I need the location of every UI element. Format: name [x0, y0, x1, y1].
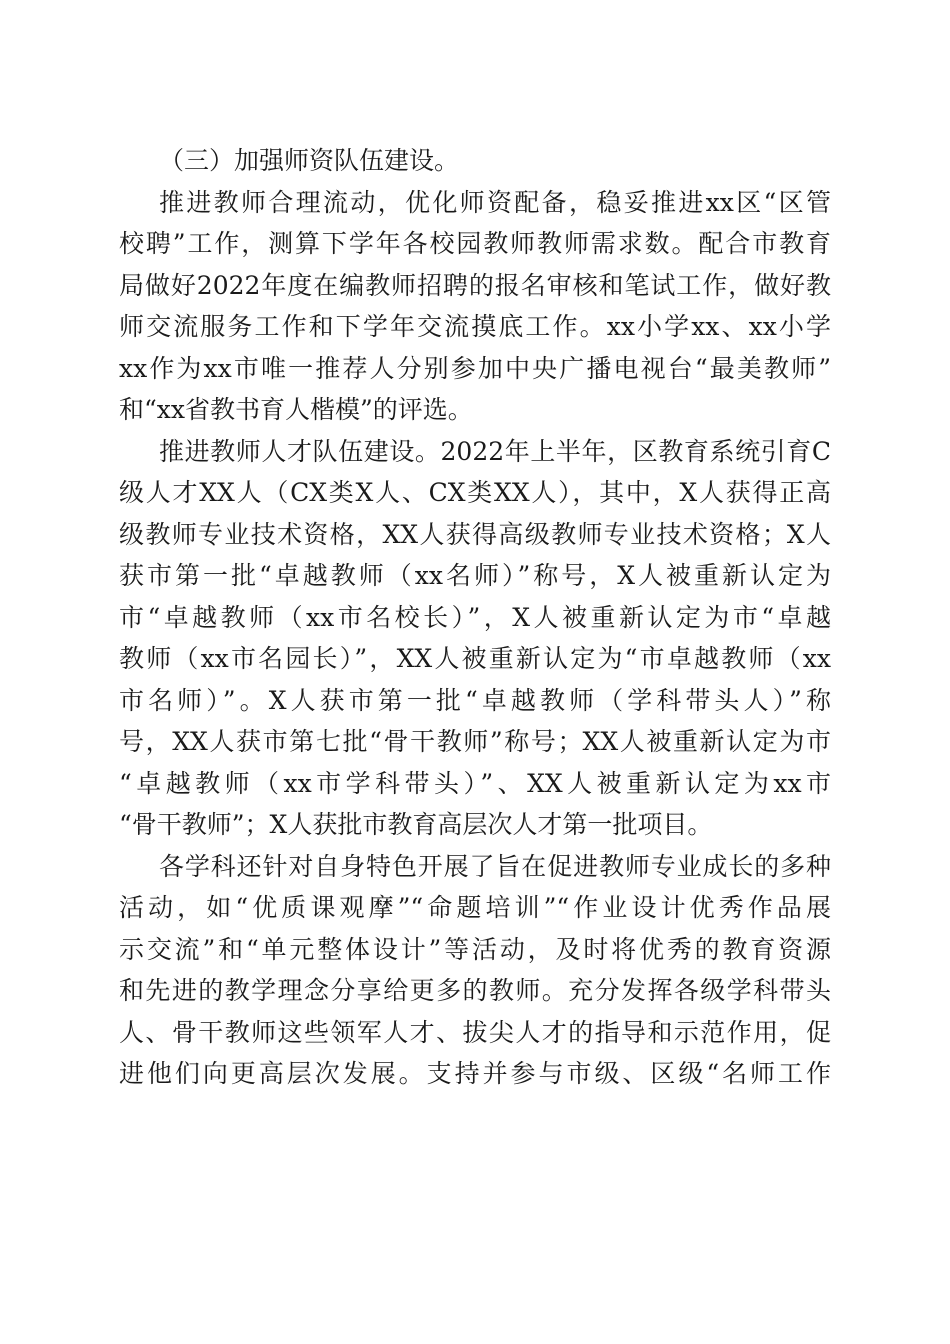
paragraph-2-line-1: 推进教师人才队伍建设。2022年上半年，区教育系统引育C [159, 436, 831, 466]
paragraph-3-line-4: 和先进的教学理念分享给更多的教师。充分发挥各级学科带头 [119, 976, 831, 1005]
paragraph-2-line-7: 市名师）”。X人获市第一批“卓越教师（学科带头人）”称 [119, 685, 831, 715]
paragraph-2-line-10: “骨干教师”；X人获批市教育高层次人才第一批项目。 [119, 810, 713, 839]
paragraph-1-line-2: 校聘”工作，测算下学年各校园教师教师需求数。配合市教育 [119, 229, 831, 258]
paragraph-1-line-3: 局做好2022年度在编教师招聘的报名审核和笔试工作，做好教 [119, 270, 831, 300]
paragraph-3-line-1: 各学科还针对自身特色开展了旨在促进教师专业成长的多种 [159, 851, 831, 881]
section-heading: （三）加强师资队伍建设。 [159, 146, 460, 175]
paragraph-2-line-9: “卓越教师（xx市学科带头）”、XX人被重新认定为xx市 [119, 768, 831, 798]
paragraph-1-line-5: xx作为xx市唯一推荐人分别参加中央广播电视台“最美教师” [119, 353, 831, 383]
paragraph-3-line-3: 示交流”和“单元整体设计”等活动，及时将优秀的教育资源 [119, 934, 831, 964]
paragraph-1-line-6: 和“xx省教书育人楷模”的评选。 [119, 395, 473, 424]
body-text [119, 140, 831, 1095]
paragraph-2-line-3: 级教师专业技术资格，XX人获得高级教师专业技术资格；X人 [119, 519, 831, 549]
paragraph-3-line-5: 人、骨干教师这些领军人才、拔尖人才的指导和示范作用，促 [119, 1017, 831, 1047]
paragraph-2-line-8: 号，XX人获市第七批“骨干教师”称号；XX人被重新认定为市 [119, 727, 831, 756]
paragraph-2-line-4: 获市第一批“卓越教师（xx名师）”称号，X人被重新认定为 [119, 561, 831, 590]
paragraph-2-line-6: 教师（xx市名园长）”，XX人被重新认定为“市卓越教师（xx [119, 644, 831, 673]
paragraph-2-line-2: 级人才XX人（CX类X人、CX类XX人），其中，X人获得正高 [119, 478, 831, 507]
paragraph-1-line-1: 推进教师合理流动，优化师资配备，稳妥推进xx区“区管 [159, 187, 831, 217]
paragraph-3-line-6: 进他们向更高层次发展。支持并参与市级、区级“名师工作 [119, 1059, 831, 1088]
paragraph-3-line-2: 活动，如“优质课观摩”“命题培训”“作业设计优秀作品展 [119, 893, 831, 922]
paragraph-1-line-4: 师交流服务工作和下学年交流摸底工作。xx小学xx、xx小学 [119, 312, 831, 341]
paragraph-2-line-5: 市“卓越教师（xx市名校长）”，X人被重新认定为市“卓越 [119, 602, 831, 632]
